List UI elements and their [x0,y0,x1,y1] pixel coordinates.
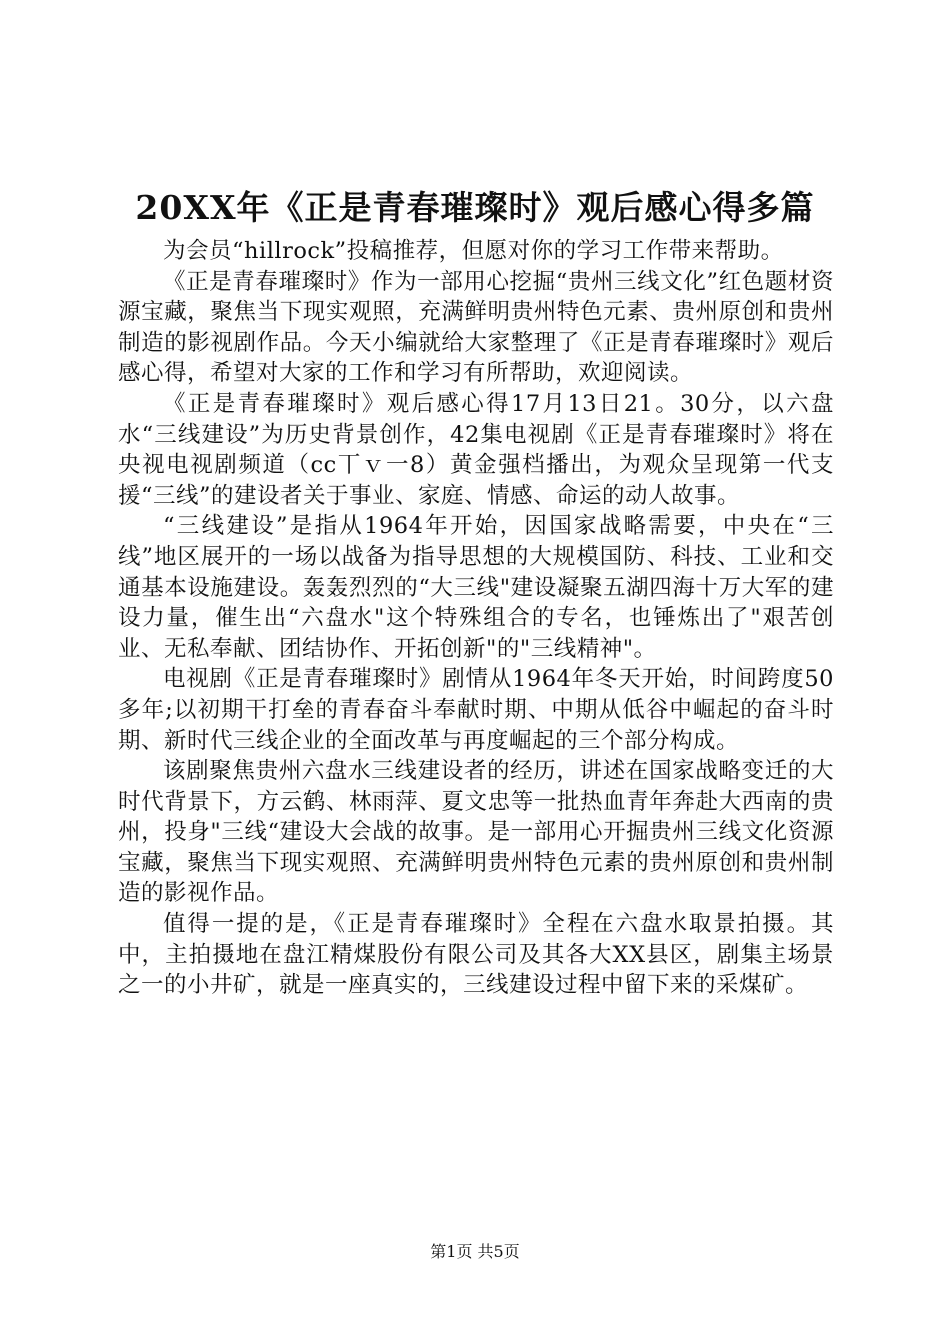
document-body [118,236,834,1001]
paragraph-filming: 值得一提的是，《正是青春璀璨时》全程在六盘水取景拍摄。其中，主拍摄地在盘江精煤股份有限公司及其各大XX县区，剧集主场景之一的小井矿，就是一座真实的，三线建设过程中留下来的采煤矿。 [118,911,834,999]
paragraph-intro: 为会员“hillrock”投稿推荐，但愿对你的学习工作带来帮助。 [163,238,784,264]
paragraph-broadcast: 《正是青春璀璨时》观后感心得17月13日21。30分，以六盘水“三线建设”为历史背景创作，42集电视剧《正是青春璀璨时》将在央视电视剧频道（cc丅ｖ一8）黄金强档播出，为观众呈现第一代支援“三线”的建设者关于事业、家庭、情感、命运的动人故事。 [118,390,834,509]
paragraph-summary: 《正是青春璀璨时》作为一部用心挖掘“贵州三线文化”红色题材资源宝藏，聚焦当下现实观照，充满鲜明贵州特色元素、贵州原创和贵州制造的影视剧作品。今天小编就给大家整理了《正是青春璀璨时》观后感心得，希望对大家的工作和学习有所帮助，欢迎阅读。 [118,268,834,387]
page-footer [0,1240,950,1264]
paragraph-plot: 电视剧《正是青春璀璨时》剧情从1964年冬天开始，时间跨度50多年;以初期干打垒的青春奋斗奉献时期、中期从低谷中崛起的奋斗时期、新时代三线企业的全面改革与再度崛起的三个部分构成。 [118,666,834,754]
page-number: 第1页 [430,1242,473,1261]
page-total: 共5页 [477,1242,520,1261]
paragraph-story: 该剧聚焦贵州六盘水三线建设者的经历，讲述在国家战略变迁的大时代背景下，方云鹤、林雨萍、夏文忠等一批热血青年奔赴大西南的贵州，投身"三线“建设大会战的故事。是一部用心开掘贵州三线文化资源宝藏，聚焦当下现实观照、充满鲜明贵州特色元素的贵州原创和贵州制造的影视作品。 [118,758,834,907]
document-title: 20XX年《正是青春璀璨时》观后感心得多篇 [135,188,815,227]
paragraph-background: “三线建设”是指从1964年开始，因国家战略需要，中央在“三线”地区展开的一场以战备为指导思想的大规模国防、科技、工业和交通基本设施建设。轰轰烈烈的“大三线"建设凝聚五湖四海十万大军的建设力量，催生出“六盘水"这个特殊组合的专名，也锤炼出了"艰苦创业、无私奉献、团结协作、开拓创新"的"三线精神"。 [118,513,834,662]
